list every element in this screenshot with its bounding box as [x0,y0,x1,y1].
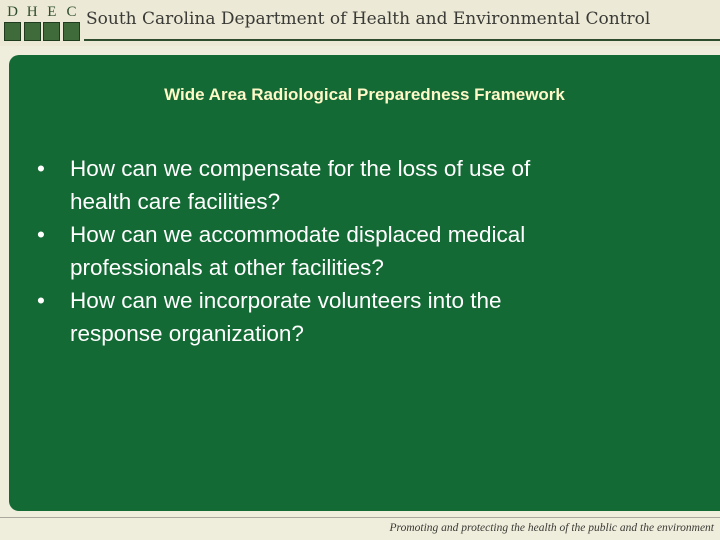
logo-box [24,22,41,41]
bullet-text-line: professionals at other facilities? [70,255,384,280]
bullet-item [31,218,671,284]
logo-letter-c: C [66,3,77,20]
slide-title: Wide Area Radiological Preparedness Framework [164,85,565,104]
logo-box [4,22,21,41]
bullet-icon: • [37,222,45,247]
bullet-item [31,284,671,350]
bullet-text-line: health care facilities? [70,189,281,214]
bullet-item [31,152,671,218]
footer-motto: Promoting and protecting the health of the public and the environment [389,522,714,534]
logo-box [63,22,80,41]
slide-panel [9,55,720,511]
dhec-logo [4,3,80,43]
logo-letter-h: H [26,3,38,20]
bullet-text-line: How can we accommodate displaced medical [70,222,526,247]
logo-boxes [4,22,80,41]
logo-letter-d: D [7,3,18,20]
header-rule [84,39,720,41]
bullet-list [31,152,671,350]
bullet-text-line: How can we compensate for the loss of use of [70,156,531,181]
bullet-text-line: How can we incorporate volunteers into the [70,288,502,313]
footer-rule [0,517,720,518]
bullet-text-line: response organization? [70,321,304,346]
bullet-icon: • [37,288,45,313]
header [0,0,720,46]
organization-name: South Carolina Department of Health and Environmental Control [86,9,651,29]
bullet-icon: • [37,156,45,181]
logo-letter-e: E [47,3,57,20]
logo-letters [4,3,80,21]
logo-box [43,22,60,41]
